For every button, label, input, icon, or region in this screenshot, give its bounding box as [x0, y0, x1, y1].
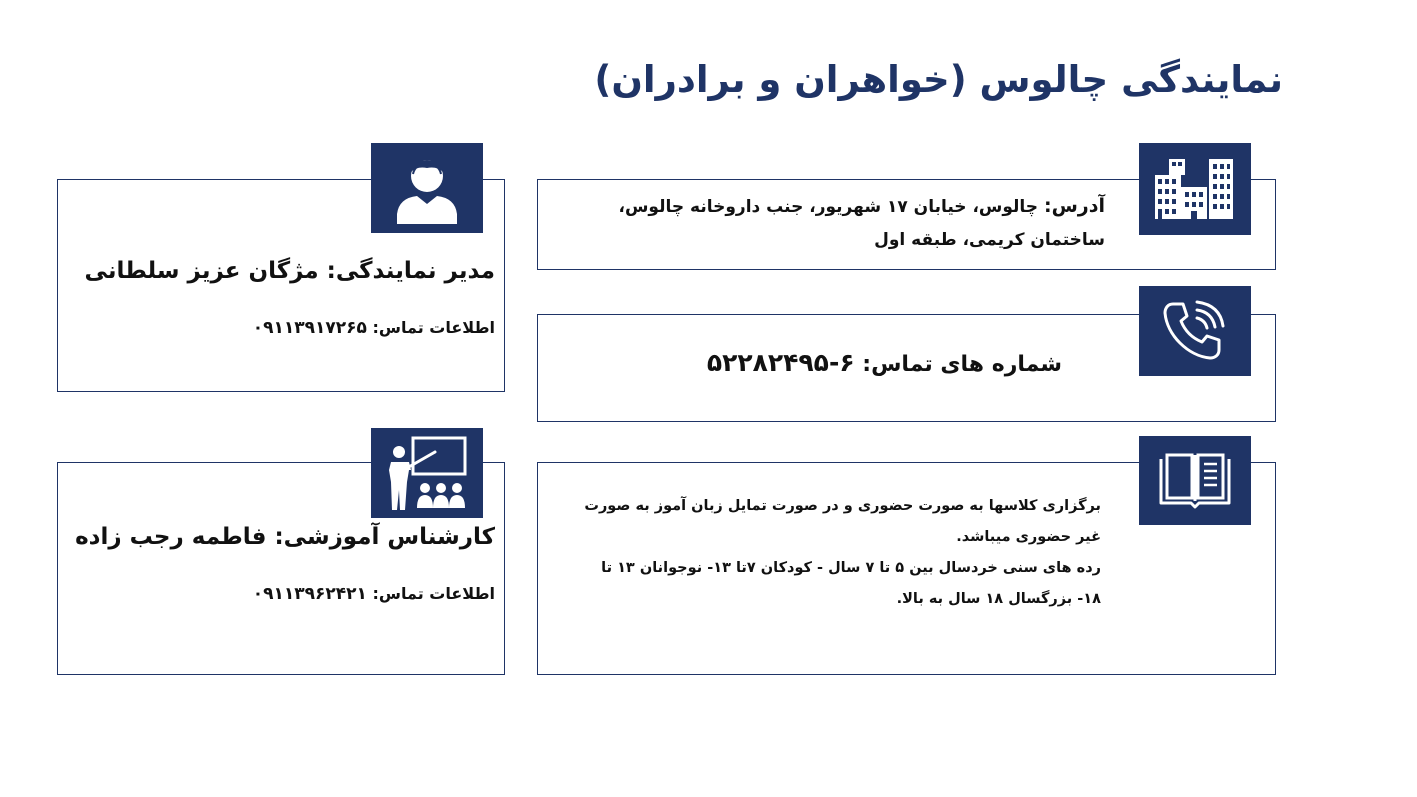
address-icon-box [1139, 143, 1251, 235]
phone-icon [1159, 298, 1231, 364]
manager-icon-box [371, 143, 483, 233]
manager-contact-label: اطلاعات تماس: [372, 318, 495, 337]
buildings-icon [1153, 157, 1237, 221]
address-value: چالوس، خیابان ۱۷ شهریور، جنب داروخانه چالوس، ساختمان کریمی، طبقه اول [618, 197, 1105, 250]
education-contact-label: اطلاعات تماس: [372, 584, 495, 603]
education-contact-number: ۰۹۱۱۳۹۶۲۴۲۱ [252, 584, 367, 604]
address-text [565, 190, 1105, 257]
manager-name: مدیر نمایندگی: مژگان عزیز سلطانی [84, 258, 495, 284]
phone-number: ۶-۵۲۲۸۲۴۹۵ [706, 348, 855, 377]
classes-icon-box [1139, 436, 1251, 525]
classes-line-2: رده های سنی خردسال بین ۵ تا ۷ سال - کودکان ۷تا ۱۳- نوجوانان ۱۳ تا ۱۸- بزرگسال ۱۸ سال به بالا. [601, 560, 1101, 607]
phone-icon-box [1139, 286, 1251, 376]
phone-label: شماره های تماس: [862, 352, 1062, 377]
classes-text [581, 491, 1101, 615]
manager-contact-number: ۰۹۱۱۳۹۱۷۲۶۵ [252, 318, 367, 338]
teacher-icon [385, 434, 469, 512]
manager-contact [253, 318, 495, 338]
page-title: نمایندگی چالوس (خواهران و برادران) [594, 58, 1283, 101]
education-icon-box [371, 428, 483, 518]
education-name: کارشناس آموزشی: فاطمه رجب زاده [75, 524, 495, 550]
classes-line-1: برگزاری کلاسها به صورت حضوری و در صورت تمایل زبان آموز به صورت غیر حضوری میباشد. [584, 498, 1101, 545]
person-icon [391, 152, 463, 224]
phone-text [707, 348, 1062, 377]
education-contact [253, 584, 495, 604]
address-label: آدرس: [1043, 195, 1105, 217]
book-icon [1155, 449, 1235, 513]
